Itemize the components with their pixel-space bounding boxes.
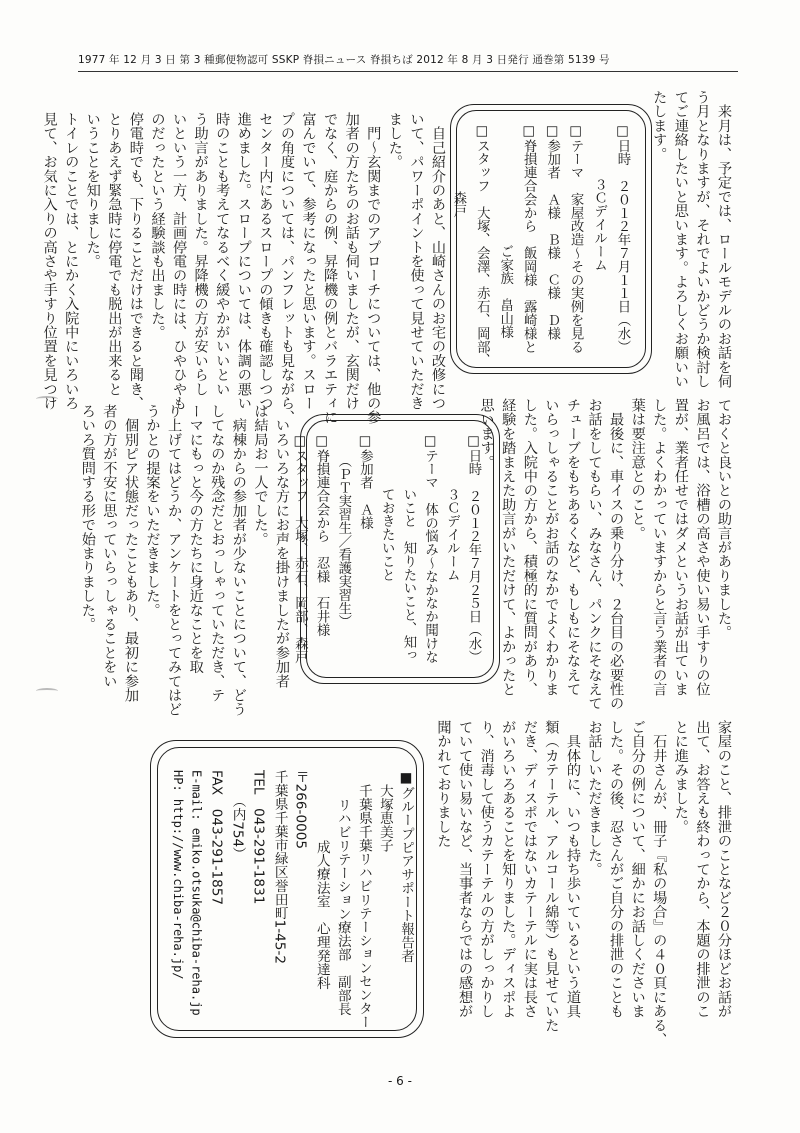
report-paragraph-4: 家屋のこと、排泄のことなど２０分ほどお話が 出て、お答えも終わってから、本題の排泄のこ とに進みました。 石井さんが、冊子『私の場合』の４０頁にある、 ご自分の例について、細かにお話しくださいま した。その後、忍さんがご自分の排泄のことも お話しいただきました。 具体的に、いつも持ち歩いているという道具 類（カテーテル、アルコール綿等）も見せていた だき、ディスポではないカテーテルに実は長さ がいろいろあることを知りました。ディスポよ り、消毒して使うカテーテルの方がしっかりし ていて使い易いなど、当事者ならではの感想が 聞かれておりました — [435, 720, 732, 1047]
report-paragraph-1: 自己紹介のあと、山崎さんのお宅の改修につ いて、パワーポイントを使って見せていただき ました。 門～玄関までのアプローチについては、他の参 加者の方たちのお話も伺いましたが、玄関だけ でなく、庭からの例、昇降機の例とバラエティに 富んでいて、参考になったと思います。スロー プの角度については、パンフレットも見ながら、 センター内にあるスロープの傾きも確認しつつ 進めました。スロープについては、体調の悪い 時のことも考えてなるべく緩やかがいいとい う助言がありました。昇降機の方が安いらし いという一方、計画停電の時には、ひやひやも のだったという経験談も出ました。 停電時でも、下りることだけはできると聞き、 とりあえず緊急時に停電でも脱出が出来ると いうことを知りました。 トイレのことでは、とにかく入院中にいろいろ 見て、お気に入りの高さや手すり位置を見つけ — [41, 112, 446, 425]
punch-hole-mark — [36, 688, 58, 694]
page-number: - 6 - — [388, 1074, 412, 1088]
report-paragraph-3: いろいろな方にお声を掛けましたが参加者 は結局お一人でした。 病棟からの参加者が少ないことについて、どう してなのか残念だとおっしゃっていただき、テ ーマにもっと今の方たちに身近なことを取 り上げてはどうか、アンケートをとってみてはど うかとの提案をいただきました。 個別ピア状態だったこともあり、最初に参加 者の方が不安に思っていらっしゃることをい ろいろ質問する形で始まりました。 — [79, 404, 290, 717]
reporter-role: 成人療法室 心理発達科 — [313, 840, 330, 990]
report-paragraph-2: ておくと良いとの助言がありました。 お風呂では、浴槽の高さや使い易い手すりの位 置が、業者任せではダメというお話が出ていま した。よくわかっていますからと言う業者の言 葉は要注意とのこと。 最後に、車イスの乗り分け、２台目の必要性の お話をしてもらい、みなさん、パンクにそなえて チューブをもちあるくなど、もしもにそなえて いらっしゃることがお話のなかでよくわかりま した。入院中の方から、積極的に質問があり、 経験を踏まえた助言がいただけて、よかったと 思います。 — [478, 398, 732, 711]
reporter-address: 千葉県千葉市緑区誉田町1-45-2 — [271, 770, 288, 965]
reporter-homepage-link[interactable]: HP: http://www.chiba-reha.jp/ — [170, 770, 185, 980]
reporter-name: 大塚恵美子 — [376, 784, 393, 852]
reporter-postal-code: 〒266-0005 — [292, 770, 309, 850]
reporter-tel: TEL 043-291-1831 — [250, 770, 267, 905]
closing-paragraph: 来月は、予定では、ロールモデルのお話を伺 う月となりますが、それでよいかどうか検討し てご連絡したいと思います。よろしくお願いい たします。 — [651, 90, 732, 389]
page-header: 1977 年 12 月 3 日 第 3 種郵便物認可 SSKP 脊損ニュース 脊損ちば 2012 年 8 月 3 日発行 通巻第 5139 号 — [78, 52, 738, 72]
reporter-email[interactable]: E-mail: emiko.otsuka@chiba-reha.jp — [189, 770, 204, 1016]
event-details-july-11: □日時 ２０１２年７月１１日（水） ３Ｃデイルーム □テーマ 家屋改造～その実例を見る □参加者 Ａ様 Ｂ様 Ｃ様 Ｄ様 □脊損連合会から 飯岡様 露崎様と ご家族 畠山様 □スタッフ 大塚、会澤、赤石、岡部、 森戸 — [450, 124, 630, 367]
reporter-organization: 千葉県千葉リハビリテーションセンター — [355, 784, 372, 1029]
reporter-info — [168, 770, 416, 1029]
reporter-heading: ■グループピアサポート報告者 — [398, 770, 414, 963]
reporter-department: リハビリテーション療法部 副部長 — [334, 798, 351, 1016]
reporter-extension: （内754） — [229, 794, 246, 861]
event-details-july-25: □日時 ２０１２年７月２５日（水） ３Ｃデイルーム □テーマ 体の悩み～なかなか聞けな いこと 知りたいこと、知っ ておきたいこと □参加者 Ａ様 （ＰＴ実習生／看護実習生） □脊損連合会から 忍様 石井様 □スタッフ 大塚、赤石、岡部、森戸 — [292, 434, 481, 664]
reporter-fax: FAX 043-291-1857 — [208, 770, 225, 906]
